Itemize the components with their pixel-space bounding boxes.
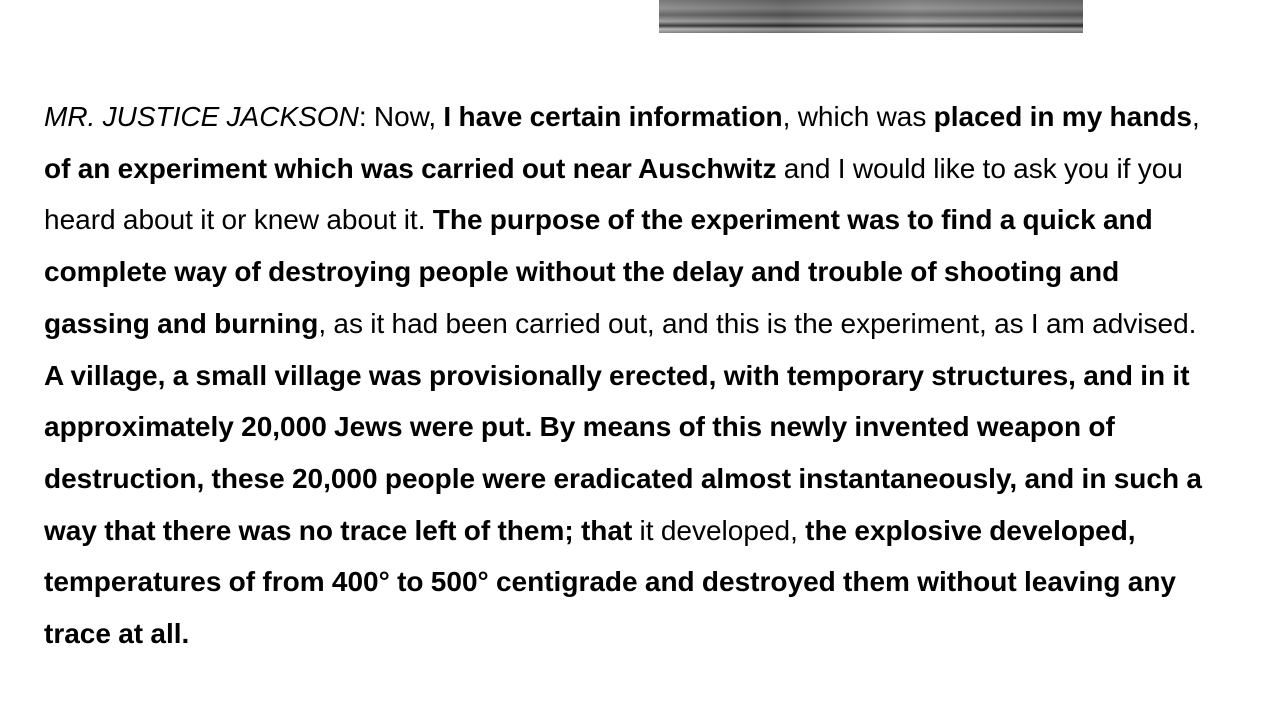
transcript-segment: and I would like to ask you if you heard about it or knew about it. bbox=[44, 152, 1183, 236]
transcript-segment-bold: I have certain information bbox=[443, 101, 783, 132]
photo-image bbox=[659, 0, 1083, 33]
transcript-segment-bold: A village, a small village was provisionally erected, with temporary structures, and in it approximately 20,000 Jews were put. By means of this newly invented weapon of destruction, these 20,000 people were eradicated almost instantaneously, and in such a way that there was no trace left of them; that bbox=[44, 359, 1202, 546]
transcript-segment-bold: placed in my hands bbox=[933, 101, 1193, 132]
transcript-segment: , bbox=[1192, 101, 1200, 132]
transcript-segment: , which was bbox=[782, 101, 934, 132]
transcript-segment: it developed, bbox=[632, 514, 806, 546]
transcript-segment-bold: of an experiment which was carried out near Auschwitz bbox=[44, 152, 777, 184]
transcript-segment-bold: The purpose of the experiment was to find a quick and complete way of destroying people without the delay and trouble of shooting and gassing and burning bbox=[44, 204, 1153, 339]
transcript-excerpt bbox=[44, 91, 1220, 660]
speaker-name: MR. JUSTICE JACKSON bbox=[44, 101, 359, 132]
transcript-segment-bold: the explosive developed, temperatures of from 400° to 500° centigrade and destroyed them without leaving any trace at all. bbox=[44, 514, 1177, 650]
transcript-segment: : Now, bbox=[358, 101, 444, 132]
transcript-segment: , as it had been carried out, and this is the experiment, as I am advised. bbox=[318, 307, 1197, 339]
